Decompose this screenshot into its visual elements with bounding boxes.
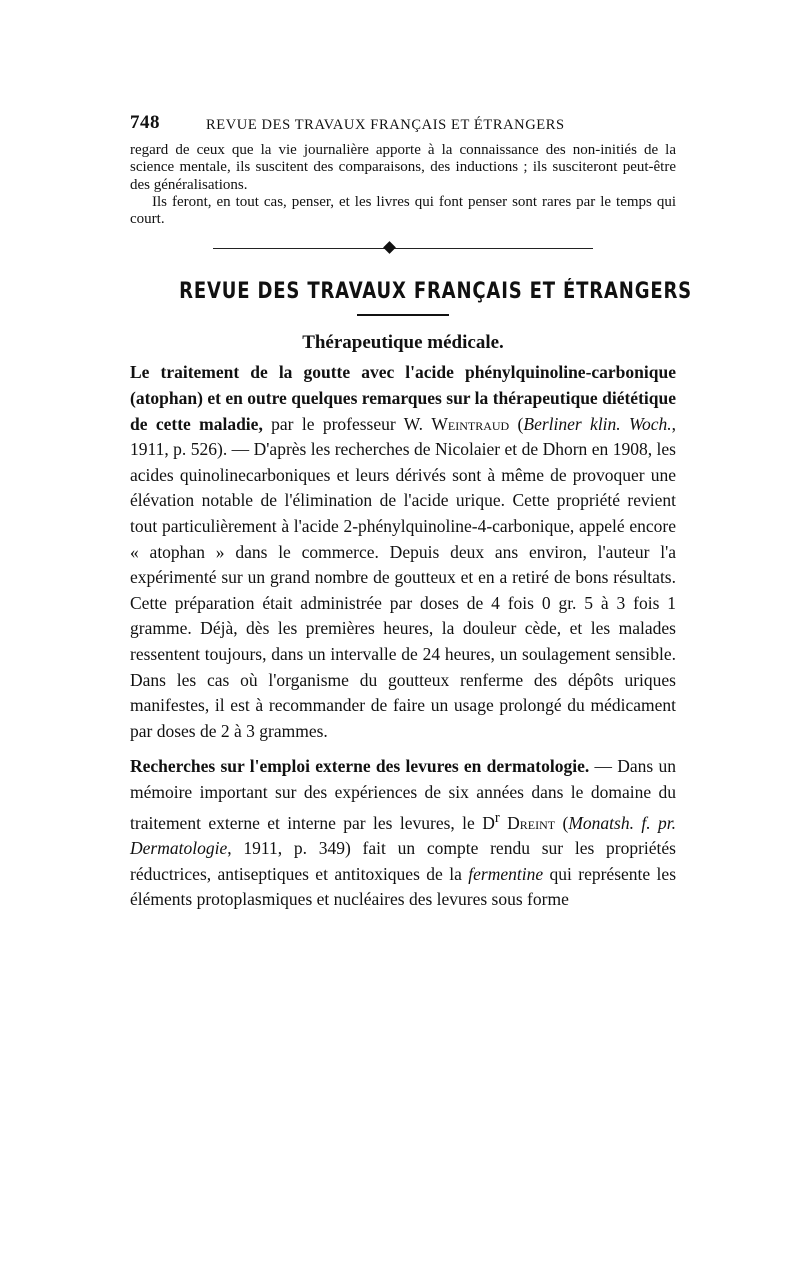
reference-open: ( [555, 812, 569, 833]
author-name: Weintraud [431, 413, 510, 434]
reference-details: , 1911, p. 526). — [130, 413, 676, 460]
journal-name: Berliner klin. Woch. [523, 413, 672, 434]
page [130, 112, 692, 913]
subsection-title: Thérapeutique médicale. [302, 332, 504, 354]
reference-open: ( [509, 413, 524, 434]
title-rule [357, 314, 449, 316]
intro-paragraph: Ils feront, en tout cas, penser, et les livres qui font penser sont rares par le temps qui court. [130, 193, 676, 228]
journal-name: Monatsh. f. pr. Dermatologie [130, 812, 676, 858]
article-body: Dans un mémoire important sur des expériences de six années dans le domaine du traitement externe et interne par les levures, le D [130, 756, 677, 833]
section-title: REVUE DES TRAVAUX FRANÇAIS ET ÉTRANGERS [179, 279, 692, 305]
page-header [130, 112, 676, 142]
space [500, 812, 507, 832]
article-paragraph [130, 360, 676, 744]
article-lead: Le traitement de la goutte avec l'acide phénylquinoline-carbonique (atophan) et en outre quelques remarques sur la thérapeutique diététique de cette maladie, [130, 362, 676, 434]
intro-paragraph: regard de ceux que la vie journalière apporte à la connaissance des non-initiés de la science mentale, ils suscitent des comparaisons, des inductions ; ils susciteront peut-être des généralisations. [130, 142, 676, 193]
article-body: qui représente les éléments protoplasmiques et nucléaires des levures sous forme [130, 863, 677, 910]
article-body: D'après les recherches de Nicolaier et de Dhorn en 1908, les acides quinolinecarboniques et leurs dérivés sont à même de provoquer une élévation notable de l'élimination de l'acide urique. Cette propriété revient tout particulièrement à l'acide 2-phénylquinoline-4-carbonique, appelé encore « atophan » dans le commerce. Depuis deux ans environ, l'auteur l'a expérimenté sur un grand nombre de goutteux et en a retiré de bons résultats. Cette préparation était administrée par doses de 4 fois 0 gr. 5 à 3 fois 1 gramme. Déjà, dès les premières heures, la douleur cède, et les malades ressentent toujours, dans un intervalle de 24 heures, un soulagement sensible. Dans les cas où l'organisme du goutteux renferme des dépôts uriques manifestes, il est à recommander de faire un usage prolongé du médicament par doses de 2 à 3 grammes. [130, 439, 676, 741]
dash: — [589, 756, 618, 777]
author-name: Dreint [507, 812, 556, 833]
running-title: REVUE DES TRAVAUX FRANÇAIS ET ÉTRANGERS [206, 117, 565, 133]
article-lead: Recherches sur l'emploi externe des levures en dermatologie. [130, 756, 590, 777]
intro-text [130, 142, 676, 228]
diamond-icon [383, 242, 396, 255]
divider-line [213, 248, 593, 249]
byline: par le professeur W. [262, 413, 432, 434]
reference-details: , 1911, p. 349) [227, 838, 363, 858]
italic-term: fermentine [468, 863, 544, 884]
superscript: r [494, 809, 500, 826]
ornament-divider [213, 243, 593, 255]
page-number: 748 [130, 112, 160, 133]
article-paragraph [130, 754, 676, 912]
article-body: fait un compte rendu sur les propriétés réductrices, antiseptiques et antitoxiques de la [130, 838, 676, 884]
